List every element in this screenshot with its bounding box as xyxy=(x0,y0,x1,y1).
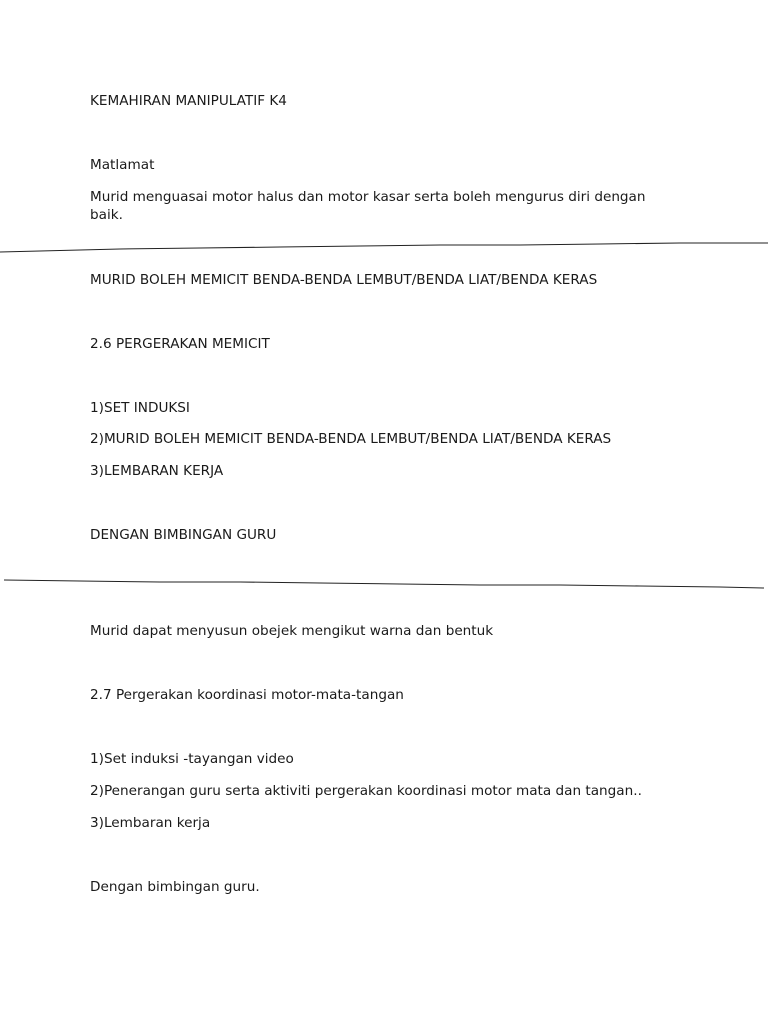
document-title: KEMAHIRAN MANIPULATIF K4 xyxy=(90,93,287,109)
hand-drawn-divider-1 xyxy=(0,238,768,258)
section2-step-3: 3)LEMBARAN KERJA xyxy=(90,463,224,479)
section3-step-1: 1)Set induksi -tayangan video xyxy=(90,751,294,767)
section3-note: Dengan bimbingan guru. xyxy=(90,879,260,895)
section2-step-1: 1)SET INDUKSI xyxy=(90,400,190,416)
section3-objective: Murid dapat menyusun obejek mengikut warna dan bentuk xyxy=(90,623,494,639)
section2-topic: 2.6 PERGERAKAN MEMICIT xyxy=(90,336,270,352)
section-heading-matlamat: Matlamat xyxy=(90,157,155,173)
goal-text: Murid menguasai motor halus dan motor kasar serta boleh mengurus diri dengan baik. xyxy=(90,189,650,223)
section3-topic: 2.7 Pergerakan koordinasi motor-mata-tangan xyxy=(90,687,404,703)
section3-step-2: 2)Penerangan guru serta aktiviti pergerakan koordinasi motor mata dan tangan.. xyxy=(90,783,642,799)
hand-drawn-divider-2 xyxy=(0,572,768,592)
section2-note: DENGAN BIMBINGAN GURU xyxy=(90,527,277,543)
section2-objective: MURID BOLEH MEMICIT BENDA-BENDA LEMBUT/BENDA LIAT/BENDA KERAS xyxy=(90,272,598,288)
section2-step-2: 2)MURID BOLEH MEMICIT BENDA-BENDA LEMBUT/BENDA LIAT/BENDA KERAS xyxy=(90,431,612,447)
section3-step-3: 3)Lembaran kerja xyxy=(90,815,211,831)
